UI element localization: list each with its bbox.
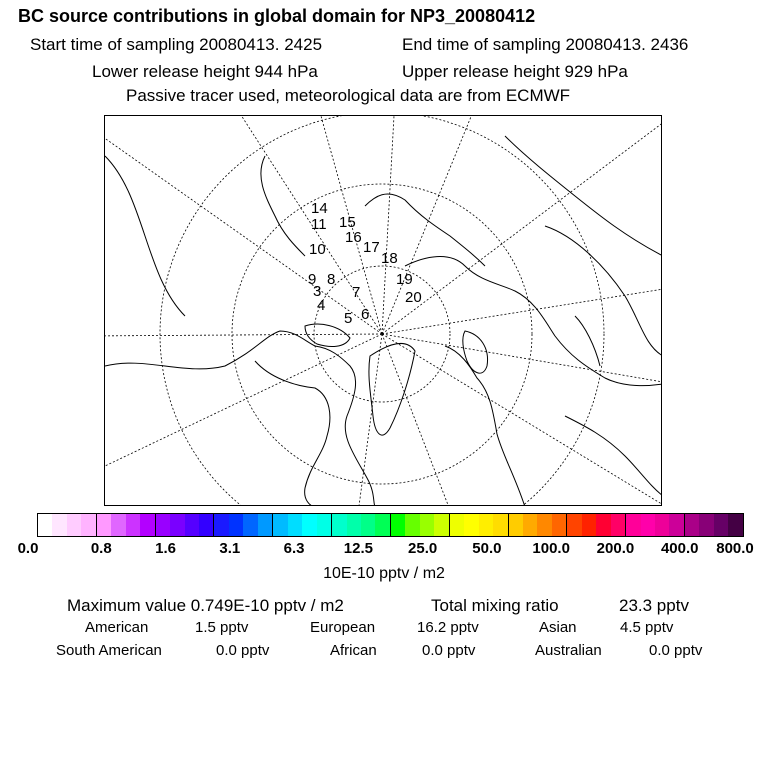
colorbar-swatch [420,514,434,536]
marker-label: 15 [339,214,356,231]
upper-release-height-label: Upper release height 929 hPa [402,62,628,81]
south-american-label: South American [56,642,162,659]
colorbar-swatch [641,514,655,536]
marker-label: 5 [344,310,353,327]
marker-label: 18 [381,250,398,267]
colorbar-swatch [38,514,52,536]
colorbar-swatch [493,514,507,536]
meridian-line [382,276,662,334]
map-title: BC source contributions in global domain for NP3_20080412 [18,6,536,26]
colorbar-swatch [449,514,464,536]
australian-label: Australian [535,642,602,659]
colorbar-swatch [390,514,405,536]
colorbar-swatch [405,514,419,536]
asian-value: 4.5 pptv [620,619,674,636]
colorbar-tick-label: 0.8 [90,540,112,557]
start-time-label: Start time of sampling 20080413. 2425 [30,35,323,54]
colorbar-swatch [611,514,625,536]
colorbar-tick-label: 1.6 [155,540,176,557]
end-time-label: End time of sampling 20080413. 2436 [402,35,689,54]
colorbar-swatch [52,514,66,536]
meridian-line [382,116,405,334]
latitude-circle-outer [160,116,604,506]
colorbar-swatch [434,514,448,536]
marker-label: 20 [405,289,422,306]
american-label: American [85,619,149,636]
colorbar-swatch [126,514,140,536]
american-value: 1.5 pptv [195,619,249,636]
colorbar-swatch [81,514,95,536]
marker-label: 7 [352,284,361,301]
graticule [105,116,662,506]
colorbar-swatch [699,514,713,536]
colorbar [37,513,744,537]
colorbar-swatch [714,514,728,536]
meridian-line [382,116,662,334]
meridian-line [382,334,662,396]
colorbar-swatch [669,514,683,536]
colorbar-swatch [582,514,596,536]
colorbar-swatch [375,514,389,536]
marker-label: 10 [309,241,326,258]
colorbar-swatch [479,514,493,536]
colorbar-swatch [243,514,257,536]
marker-label: 16 [345,229,362,246]
colorbar-swatch [272,514,287,536]
coastline-canadian-islands [305,324,350,346]
coastline-far-east [505,136,662,256]
lower-release-height-label: Lower release height 944 hPa [92,62,318,81]
coastline-north-russia [405,257,662,386]
marker-label: 9 [308,271,317,288]
marker-label: 6 [361,306,370,323]
polar-map-svg [105,116,662,506]
colorbar-swatch [596,514,610,536]
colorbar-swatch [185,514,199,536]
european-value: 16.2 pptv [417,619,479,636]
colorbar-swatch [302,514,316,536]
total-mixing-value: 23.3 pptv [619,596,689,615]
coastline-asia-south [565,416,662,496]
source-markers [308,200,422,327]
colorbar-swatch [140,514,154,536]
colorbar-swatch [155,514,170,536]
south-american-value: 0.0 pptv [216,642,270,659]
colorbar-tick-label: 800.0 [716,540,754,557]
colorbar-swatch [537,514,551,536]
colorbar-tick-label: 200.0 [596,540,635,557]
colorbar-swatch [361,514,375,536]
colorbar-swatch [523,514,537,536]
tracer-info-label: Passive tracer used, meteorological data are from ECMWF [126,86,571,105]
polar-map [104,115,662,506]
colorbar-swatch [464,514,478,536]
marker-label: 17 [363,239,380,256]
meridian-line [105,334,382,466]
marker-label: 3 [313,283,322,300]
asian-label: Asian [539,619,577,636]
colorbar-tick-label: 100.0 [532,540,570,557]
african-value: 0.0 pptv [422,642,476,659]
colorbar-tick-label: 50.0 [472,540,502,557]
marker-label: 19 [396,271,413,288]
colorbar-swatch [508,514,523,536]
australian-value: 0.0 pptv [649,642,703,659]
colorbar-swatch [684,514,699,536]
colorbar-swatch [258,514,272,536]
meridian-line [382,334,662,506]
coastlines [105,136,662,506]
colorbar-tick-label: 3.1 [219,540,241,557]
coastline-scandinavia [463,331,488,373]
coastline-hudson-bay [255,361,330,506]
marker-label: 8 [327,271,336,288]
colorbar-swatch [331,514,346,536]
african-label: African [330,642,377,659]
colorbar-swatch [96,514,111,536]
coastline-west-pacific [105,156,185,316]
colorbar-swatch [67,514,81,536]
max-value-label: Maximum value 0.749E-10 pptv / m2 [67,596,344,615]
marker-label: 11 [311,216,327,233]
colorbar-swatch [170,514,184,536]
colorbar-swatch [111,514,125,536]
colorbar-tick-label: 0.0 [17,540,39,557]
colorbar-swatch [728,514,742,536]
colorbar-swatch [199,514,213,536]
total-mixing-label: Total mixing ratio [431,596,559,615]
colorbar-swatch [552,514,566,536]
coastline-japan [575,316,600,366]
coastline-north-america [105,331,375,506]
colorbar-swatch [213,514,228,536]
colorbar-swatch [655,514,669,536]
colorbar-tick-label: 6.3 [283,540,305,557]
colorbar-swatch [625,514,640,536]
colorbar-swatch [347,514,361,536]
colorbar-swatch [317,514,331,536]
meridian-line [105,334,382,336]
coastline-greenland [369,343,415,435]
coastline-alaska [261,156,305,256]
colorbar-unit-label: 10E-10 pptv / m2 [323,565,445,582]
colorbar-tick-label: 400.0 [660,540,699,557]
european-label: European [310,619,376,636]
colorbar-tick-label: 12.5 [343,540,373,557]
colorbar-swatch [566,514,581,536]
marker-label: 4 [317,297,326,314]
colorbar-swatch [288,514,302,536]
colorbar-swatch [229,514,243,536]
marker-label: 14 [311,200,328,217]
colorbar-tick-label: 25.0 [408,540,438,557]
